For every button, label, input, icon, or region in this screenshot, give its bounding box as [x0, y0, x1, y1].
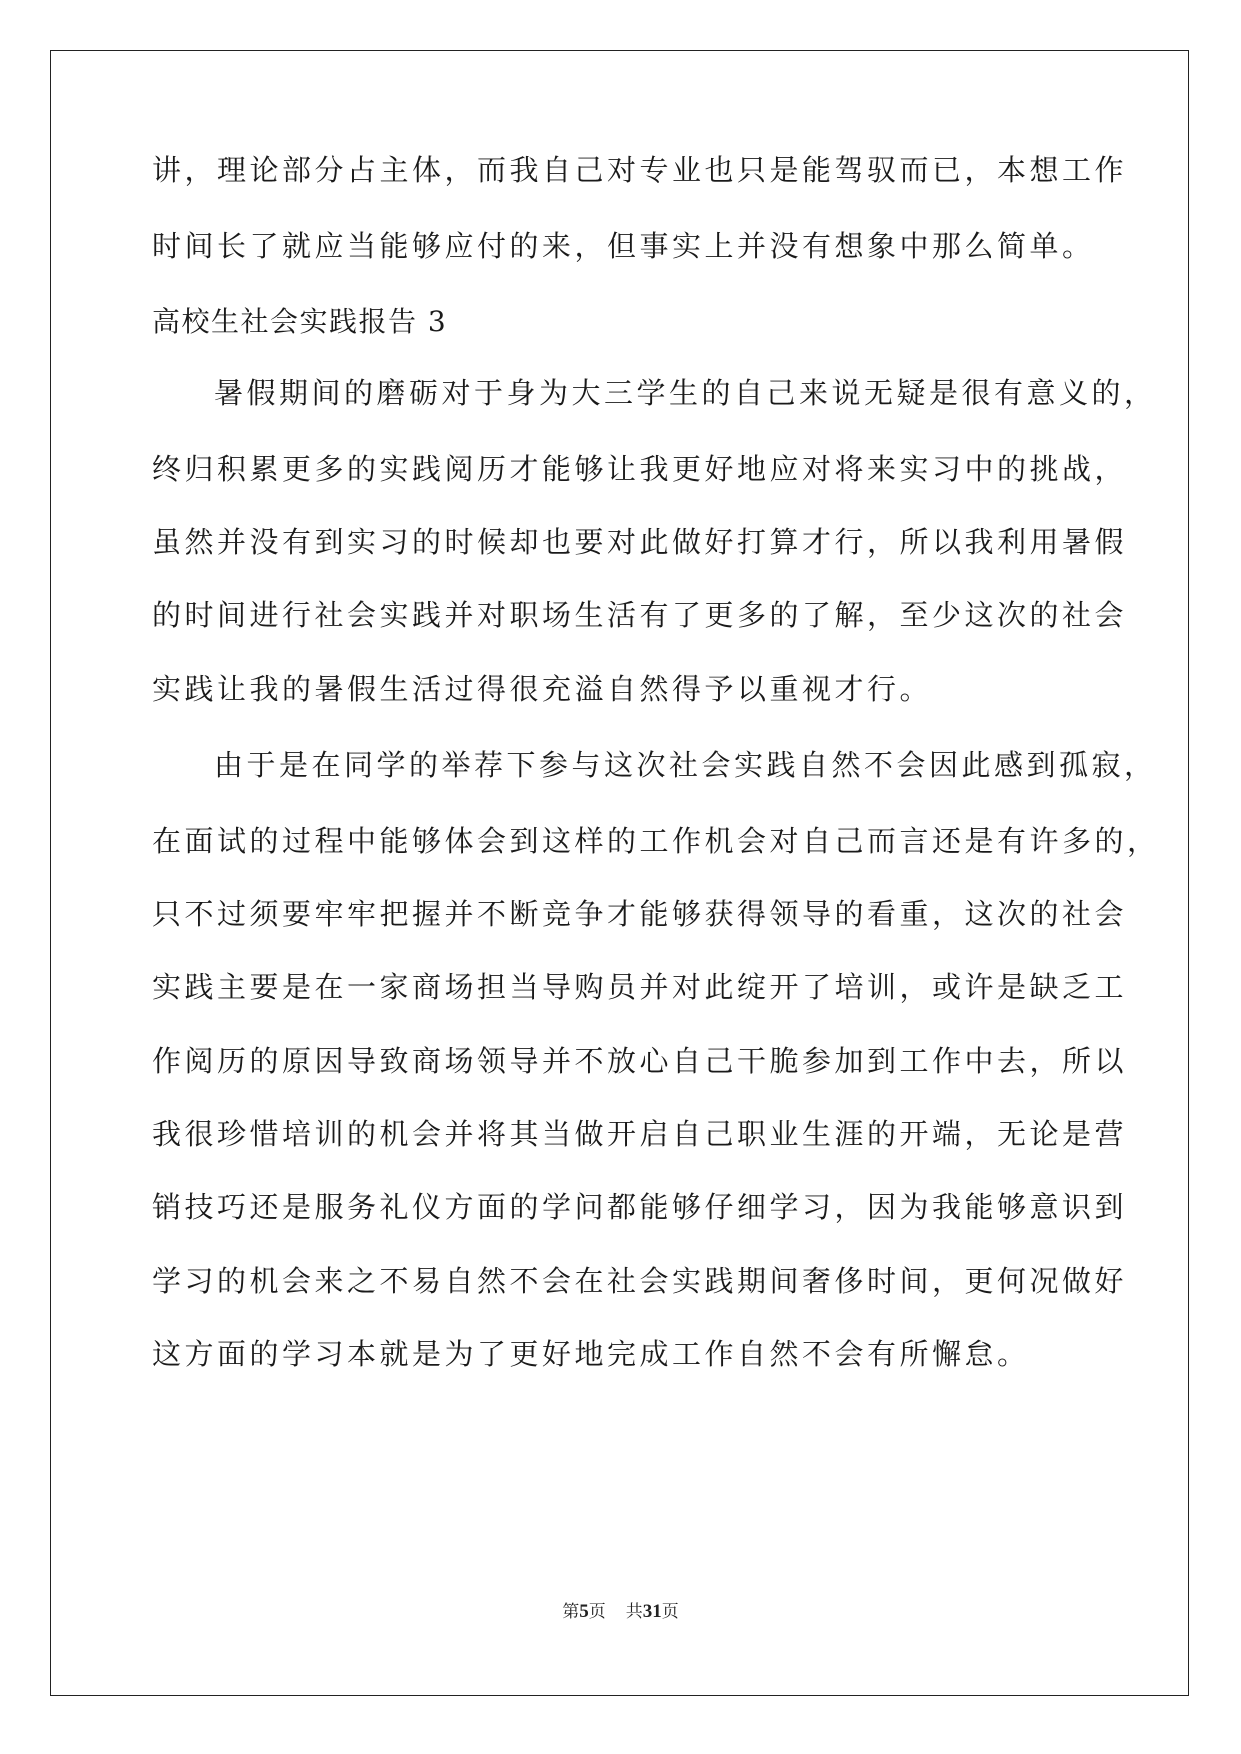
text-line: 销技巧还是服务礼仪方面的学问都能够仔细学习，因为我能够意识到 — [152, 1190, 1128, 1224]
page-label-suffix: 页 — [588, 1602, 606, 1622]
text-line: 虽然并没有到实习的时候却也要对此做好打算才行，所以我利用暑假 — [152, 525, 1128, 559]
page-footer — [0, 1597, 1241, 1623]
text-line: 由于是在同学的举荐下参与这次社会实践自然不会因此感到孤寂， — [214, 748, 1157, 782]
text-line: 实践让我的暑假生活过得很充溢自然得予以重视才行。 — [152, 672, 933, 706]
text-line: 我很珍惜培训的机会并将其当做开启自己职业生涯的开端，无论是营 — [152, 1117, 1128, 1151]
text-line: 学习的机会来之不易自然不会在社会实践期间奢侈时间，更何况做好 — [152, 1264, 1128, 1298]
total-label-prefix: 共 — [625, 1602, 643, 1622]
total-pages: 31 — [642, 1601, 662, 1622]
text-line: 作阅历的原因导致商场领导并不放心自己干脆参加到工作中去，所以 — [152, 1044, 1128, 1078]
total-label-suffix: 页 — [661, 1602, 679, 1622]
section-heading: 高校生社会实践报告 3 — [152, 305, 448, 338]
text-line: 这方面的学习本就是为了更好地完成工作自然不会有所懈怠。 — [152, 1337, 1030, 1371]
page-frame — [50, 50, 1189, 1696]
text-line: 的时间进行社会实践并对职场生活有了更多的了解，至少这次的社会 — [152, 598, 1128, 632]
text-line: 讲，理论部分占主体，而我自己对专业也只是能驾驭而已，本想工作 — [152, 153, 1128, 187]
page-number: 5 — [579, 1601, 589, 1622]
text-line: 实践主要是在一家商场担当导购员并对此绽开了培训，或许是缺乏工 — [152, 970, 1128, 1004]
text-line: 终归积累更多的实践阅历才能够让我更好地应对将来实习中的挑战， — [152, 452, 1128, 486]
page-label-prefix: 第 — [562, 1602, 580, 1622]
text-line: 暑假期间的磨砺对于身为大三学生的自己来说无疑是很有意义的， — [214, 376, 1157, 410]
text-line: 只不过须要牢牢把握并不断竞争才能够获得领导的看重，这次的社会 — [152, 897, 1128, 931]
text-line: 在面试的过程中能够体会到这样的工作机会对自己而言还是有许多的， — [152, 824, 1160, 858]
text-line: 时间长了就应当能够应付的来，但事实上并没有想象中那么简单。 — [152, 229, 1095, 263]
